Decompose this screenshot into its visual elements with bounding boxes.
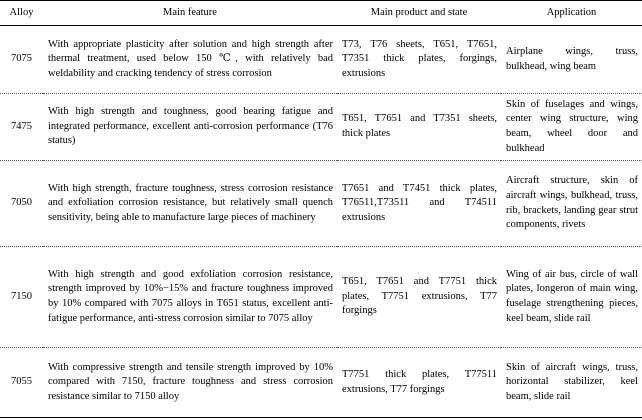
feature-cell: With appropriate plasticity after solution and high strength after thermal treatment, used below 150 ℃, with relatively bad weldability and cracking tendency of stress corrosion: [43, 26, 337, 94]
application-cell: Wing of air bus, circle of wall plates, longeron of main wing, fuselage strengthening pieces, keel beam, slide rail: [501, 247, 642, 348]
header-main-product: Main product and state: [337, 1, 501, 26]
product-cell: T651, T7651 and T7351 sheets, thick plates: [337, 94, 501, 161]
alloy-cell: 7075: [0, 26, 43, 94]
application-cell: Aircraft structure, skin of aircraft wings, bulkhead, truss, rib, brackets, landing gear strut components, rivets: [501, 161, 642, 247]
feature-cell: With high strength, fracture toughness, stress corrosion resistance and exfoliation corrosion resistance, but relatively small quench sensitivity, being able to manufacture large pieces of machinery: [43, 161, 337, 247]
header-application: Application: [501, 1, 642, 26]
product-cell: T651, T7651 and T7751 thick plates, T7751 extrusions, T77 forgings: [337, 247, 501, 348]
table-row: [0, 247, 642, 348]
application-cell: Airplane wings, truss, bulkhead, wing beam: [501, 26, 642, 94]
alloy-cell: 7475: [0, 94, 43, 161]
feature-cell: With high strength and toughness, good bearing fatigue and integrated performance, excellent anti-corrosion performance (T76 status): [43, 94, 337, 161]
table-row: [0, 94, 642, 161]
product-cell: T73, T76 sheets, T651, T7651, T7351 thick plates, forgings, extrusions: [337, 26, 501, 94]
alloy-cell: 7150: [0, 247, 43, 348]
table-header-row: [0, 1, 642, 26]
header-main-feature: Main feature: [43, 1, 337, 26]
application-cell: Skin of fuselages and wings, center wing structure, wing beam, wheel door and bulkhead: [501, 94, 642, 161]
table-row: [0, 161, 642, 247]
product-cell: T7651 and T7451 thick plates, T76511,T73511 and T74511 extrusions: [337, 161, 501, 247]
feature-cell: With compressive strength and tensile strength improved by 10% compared with 7150, fracture toughness and stress corrosion resistance similar to 7150 alloy: [43, 348, 337, 418]
table-row: [0, 348, 642, 418]
alloy-cell: 7055: [0, 348, 43, 418]
table-row: [0, 26, 642, 94]
application-cell: Skin of aircraft wings, truss, horizontal stabilizer, keel beam, slide rail: [501, 348, 642, 418]
header-alloy: Alloy: [0, 1, 43, 26]
product-cell: T7751 thick plates, T77511 extrusions, T77 forgings: [337, 348, 501, 418]
feature-cell: With high strength and good exfoliation corrosion resistance, strength improved by 10%−15% and fracture toughness improved by 10% compared with 7075 alloys in T651 status, excellent anti-fatigue performance, anti-stress corrosion similar to 7075 alloy: [43, 247, 337, 348]
alloy-cell: 7050: [0, 161, 43, 247]
